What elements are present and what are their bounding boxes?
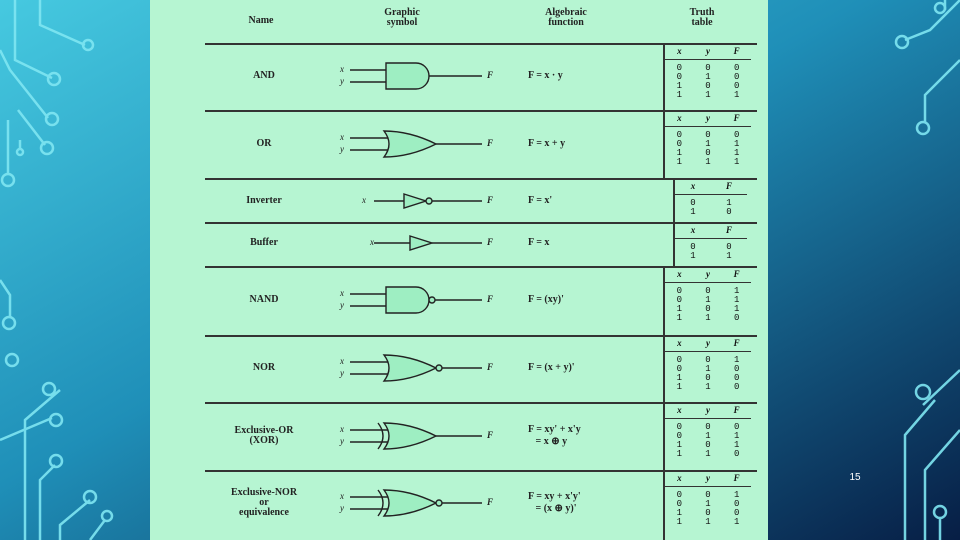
truth-table-cell: 0 bbox=[676, 355, 683, 365]
gate-xnor-expression: F = xy + x'y' = (x ⊕ y)' bbox=[528, 491, 581, 514]
gate-nand-symbol bbox=[386, 287, 429, 313]
truth-table-cell: 1 bbox=[733, 431, 740, 441]
truth-table-cell: 0 bbox=[733, 449, 740, 459]
truth-table-cell: 1 bbox=[733, 304, 740, 314]
truth-table-cell: 0 bbox=[690, 242, 696, 252]
truth-table-cell: 1 bbox=[733, 90, 740, 100]
truth-table-cell: 0 bbox=[676, 72, 683, 82]
truth-table-cell: 0 bbox=[733, 364, 740, 374]
gate-or-input-x: x bbox=[340, 132, 344, 142]
truth-table-column-head: F bbox=[733, 338, 740, 348]
truth-table-cell: 1 bbox=[705, 431, 711, 441]
gate-nor-input-x: x bbox=[340, 356, 344, 366]
header-algebraic-function: Algebraic function bbox=[545, 7, 587, 28]
truth-table-cell: 0 bbox=[705, 81, 711, 91]
truth-table-cell: 0 bbox=[705, 304, 711, 314]
truth-table-cell: 1 bbox=[676, 449, 683, 459]
gate-xnor-name: Exclusive-NOR or equivalence bbox=[230, 487, 298, 518]
gate-nand-bubble bbox=[429, 297, 435, 303]
truth-table-column-head: x bbox=[677, 46, 682, 56]
gate-nor-output-label: F bbox=[487, 362, 494, 372]
truth-table-column-head: F bbox=[733, 46, 740, 56]
truth-table-cell: 0 bbox=[733, 422, 740, 432]
header-name: Name bbox=[248, 15, 274, 26]
gate-or-symbol bbox=[384, 131, 436, 157]
gate-or-output-label: F bbox=[487, 138, 494, 148]
truth-table-cell: 1 bbox=[676, 304, 683, 314]
truth-table-column-head: y bbox=[705, 113, 710, 123]
truth-table-cell: 1 bbox=[705, 313, 711, 323]
truth-table-cell: 0 bbox=[676, 295, 683, 305]
truth-table-cell: 0 bbox=[733, 508, 740, 518]
truth-table-cell: 0 bbox=[705, 508, 711, 518]
truth-table-cell: 0 bbox=[705, 355, 711, 365]
gate-inv-expression: F = x' bbox=[528, 195, 553, 206]
gate-and-symbol bbox=[386, 63, 429, 89]
truth-table-column-head: F bbox=[733, 269, 740, 279]
truth-table-column-head: x bbox=[677, 269, 682, 279]
truth-table-cell: 0 bbox=[676, 422, 683, 432]
gate-xnor-input-x: x bbox=[340, 491, 344, 501]
truth-table-column-head: y bbox=[705, 473, 710, 483]
gate-inv-input-x: x bbox=[362, 195, 366, 205]
truth-table-cell: 0 bbox=[726, 242, 732, 252]
truth-table-cell: 1 bbox=[705, 517, 711, 527]
gate-inv-symbol bbox=[404, 194, 426, 208]
truth-table-cell: 1 bbox=[726, 198, 732, 208]
truth-table-cell: 1 bbox=[733, 440, 740, 450]
truth-table-column-head: x bbox=[690, 181, 696, 191]
truth-table-cell: 0 bbox=[705, 422, 711, 432]
gate-inv-bubble bbox=[426, 198, 432, 204]
gate-buf-expression: F = x bbox=[528, 237, 550, 248]
truth-table-cell: 0 bbox=[676, 63, 683, 73]
truth-table-column-head: x bbox=[677, 338, 682, 348]
truth-table-cell: 1 bbox=[733, 490, 740, 500]
gate-symbols bbox=[150, 0, 768, 540]
truth-table-cell: 0 bbox=[733, 81, 740, 91]
gate-xnor-bubble bbox=[436, 500, 442, 506]
truth-table-cell: 1 bbox=[690, 207, 696, 217]
gate-xor-expression: F = xy' + x'y = x ⊕ y bbox=[528, 424, 581, 447]
gate-and-output-label: F bbox=[487, 70, 494, 80]
truth-table-cell: 0 bbox=[676, 364, 683, 374]
truth-table-cell: 1 bbox=[726, 251, 732, 261]
gate-and-input-y: y bbox=[340, 76, 344, 86]
gate-inv-output-label: F bbox=[487, 195, 494, 205]
truth-table-cell: 0 bbox=[676, 499, 683, 509]
gate-xor-name: Exclusive-OR (XOR) bbox=[234, 425, 294, 446]
gate-xor-input-y: y bbox=[340, 436, 344, 446]
truth-table-cell: 0 bbox=[733, 373, 740, 383]
gate-nor-name: NOR bbox=[252, 362, 276, 373]
gate-nand-input-x: x bbox=[340, 288, 344, 298]
truth-table-cell: 1 bbox=[733, 355, 740, 365]
gate-buf-name: Buffer bbox=[250, 237, 278, 248]
truth-table-cell: 1 bbox=[733, 148, 740, 158]
header-truth-table: Truth table bbox=[689, 7, 715, 28]
truth-table-column-head: x bbox=[677, 113, 682, 123]
slide-number: 15 bbox=[849, 472, 861, 483]
truth-table-cell: 0 bbox=[676, 490, 683, 500]
truth-table-cell: 1 bbox=[705, 449, 711, 459]
truth-table-cell: 1 bbox=[676, 313, 683, 323]
truth-table-cell: 1 bbox=[705, 72, 711, 82]
truth-table-cell: 1 bbox=[676, 373, 683, 383]
gate-and-name: AND bbox=[253, 70, 275, 81]
truth-table-cell: 0 bbox=[733, 72, 740, 82]
logic-gates-table bbox=[150, 0, 768, 540]
truth-table-cell: 0 bbox=[705, 286, 711, 296]
truth-table-cell: 0 bbox=[676, 130, 683, 140]
gate-nor-expression: F = (x + y)' bbox=[528, 362, 575, 373]
gate-nand-name: NAND bbox=[249, 294, 279, 305]
truth-table-cell: 1 bbox=[733, 295, 740, 305]
truth-table-cell: 0 bbox=[690, 198, 696, 208]
truth-table-cell: 0 bbox=[705, 490, 711, 500]
truth-table-cell: 0 bbox=[733, 382, 740, 392]
gate-nand-expression: F = (xy)' bbox=[528, 294, 564, 305]
truth-table-cell: 0 bbox=[676, 431, 683, 441]
truth-table-cell: 0 bbox=[733, 130, 740, 140]
truth-table-column-head: F bbox=[725, 225, 732, 235]
truth-table-cell: 1 bbox=[676, 517, 683, 527]
gate-xnor-output-label: F bbox=[487, 497, 494, 507]
truth-table-column-head: F bbox=[733, 405, 740, 415]
truth-table-cell: 1 bbox=[676, 81, 683, 91]
truth-table-cell: 0 bbox=[705, 130, 711, 140]
gate-or-input-y: y bbox=[340, 144, 344, 154]
truth-table-cell: 0 bbox=[676, 139, 683, 149]
truth-table-column-head: y bbox=[705, 269, 710, 279]
truth-table-cell: 1 bbox=[676, 157, 683, 167]
truth-table-cell: 0 bbox=[705, 373, 711, 383]
truth-table-column-head: y bbox=[705, 338, 710, 348]
truth-table-cell: 1 bbox=[676, 148, 683, 158]
truth-table-cell: 0 bbox=[726, 207, 732, 217]
truth-table-cell: 0 bbox=[705, 440, 711, 450]
truth-table-cell: 1 bbox=[705, 364, 711, 374]
gate-xnor-input-y: y bbox=[340, 503, 344, 513]
truth-table-column-head: x bbox=[677, 405, 682, 415]
truth-table-cell: 0 bbox=[733, 313, 740, 323]
truth-table-column-head: x bbox=[690, 225, 696, 235]
gate-buf-input-x: x bbox=[370, 237, 374, 247]
gate-nor-input-y: y bbox=[340, 368, 344, 378]
truth-table-cell: 1 bbox=[676, 90, 683, 100]
truth-table-cell: 1 bbox=[705, 295, 711, 305]
truth-table-cell: 0 bbox=[705, 63, 711, 73]
truth-table-cell: 1 bbox=[705, 139, 711, 149]
truth-table-cell: 1 bbox=[733, 517, 740, 527]
gate-nand-input-y: y bbox=[340, 300, 344, 310]
gate-xor-input-x: x bbox=[340, 424, 344, 434]
gate-nor-bubble bbox=[436, 365, 442, 371]
gate-and-expression: F = x · y bbox=[528, 70, 563, 81]
truth-table-cell: 1 bbox=[676, 508, 683, 518]
truth-table-cell: 1 bbox=[676, 440, 683, 450]
gate-or-expression: F = x + y bbox=[528, 138, 566, 149]
gate-xnor-symbol bbox=[384, 490, 436, 516]
gate-or-name: OR bbox=[256, 138, 272, 149]
truth-table-cell: 0 bbox=[733, 63, 740, 73]
truth-table-column-head: y bbox=[705, 405, 710, 415]
truth-table-cell: 1 bbox=[705, 382, 711, 392]
truth-table-column-head: F bbox=[725, 181, 732, 191]
truth-table-cell: 1 bbox=[733, 286, 740, 296]
truth-table-cell: 0 bbox=[733, 499, 740, 509]
truth-table-cell: 0 bbox=[705, 148, 711, 158]
gate-xnor-xor-arc bbox=[378, 490, 383, 516]
truth-table-cell: 1 bbox=[705, 90, 711, 100]
header-graphic-symbol: Graphic symbol bbox=[384, 7, 420, 28]
gate-xor-symbol bbox=[384, 423, 436, 449]
gate-inv-name: Inverter bbox=[246, 195, 282, 206]
gate-nand-output-label: F bbox=[487, 294, 494, 304]
gate-xor-xor-arc bbox=[378, 423, 383, 449]
truth-table-cell: 1 bbox=[705, 157, 711, 167]
truth-table-column-head: F bbox=[733, 113, 740, 123]
gate-and-input-x: x bbox=[340, 64, 344, 74]
truth-table-cell: 1 bbox=[676, 382, 683, 392]
truth-table-cell: 1 bbox=[690, 251, 696, 261]
truth-table-column-head: F bbox=[733, 473, 740, 483]
truth-table-column-head: y bbox=[705, 46, 710, 56]
truth-table-cell: 1 bbox=[733, 139, 740, 149]
gate-nor-symbol bbox=[384, 355, 436, 381]
gate-xor-output-label: F bbox=[487, 430, 494, 440]
truth-table-cell: 1 bbox=[733, 157, 740, 167]
truth-table-cell: 0 bbox=[676, 286, 683, 296]
gate-buf-symbol bbox=[410, 236, 432, 250]
gate-buf-output-label: F bbox=[487, 237, 494, 247]
truth-table-cell: 1 bbox=[705, 499, 711, 509]
truth-table-column-head: x bbox=[677, 473, 682, 483]
